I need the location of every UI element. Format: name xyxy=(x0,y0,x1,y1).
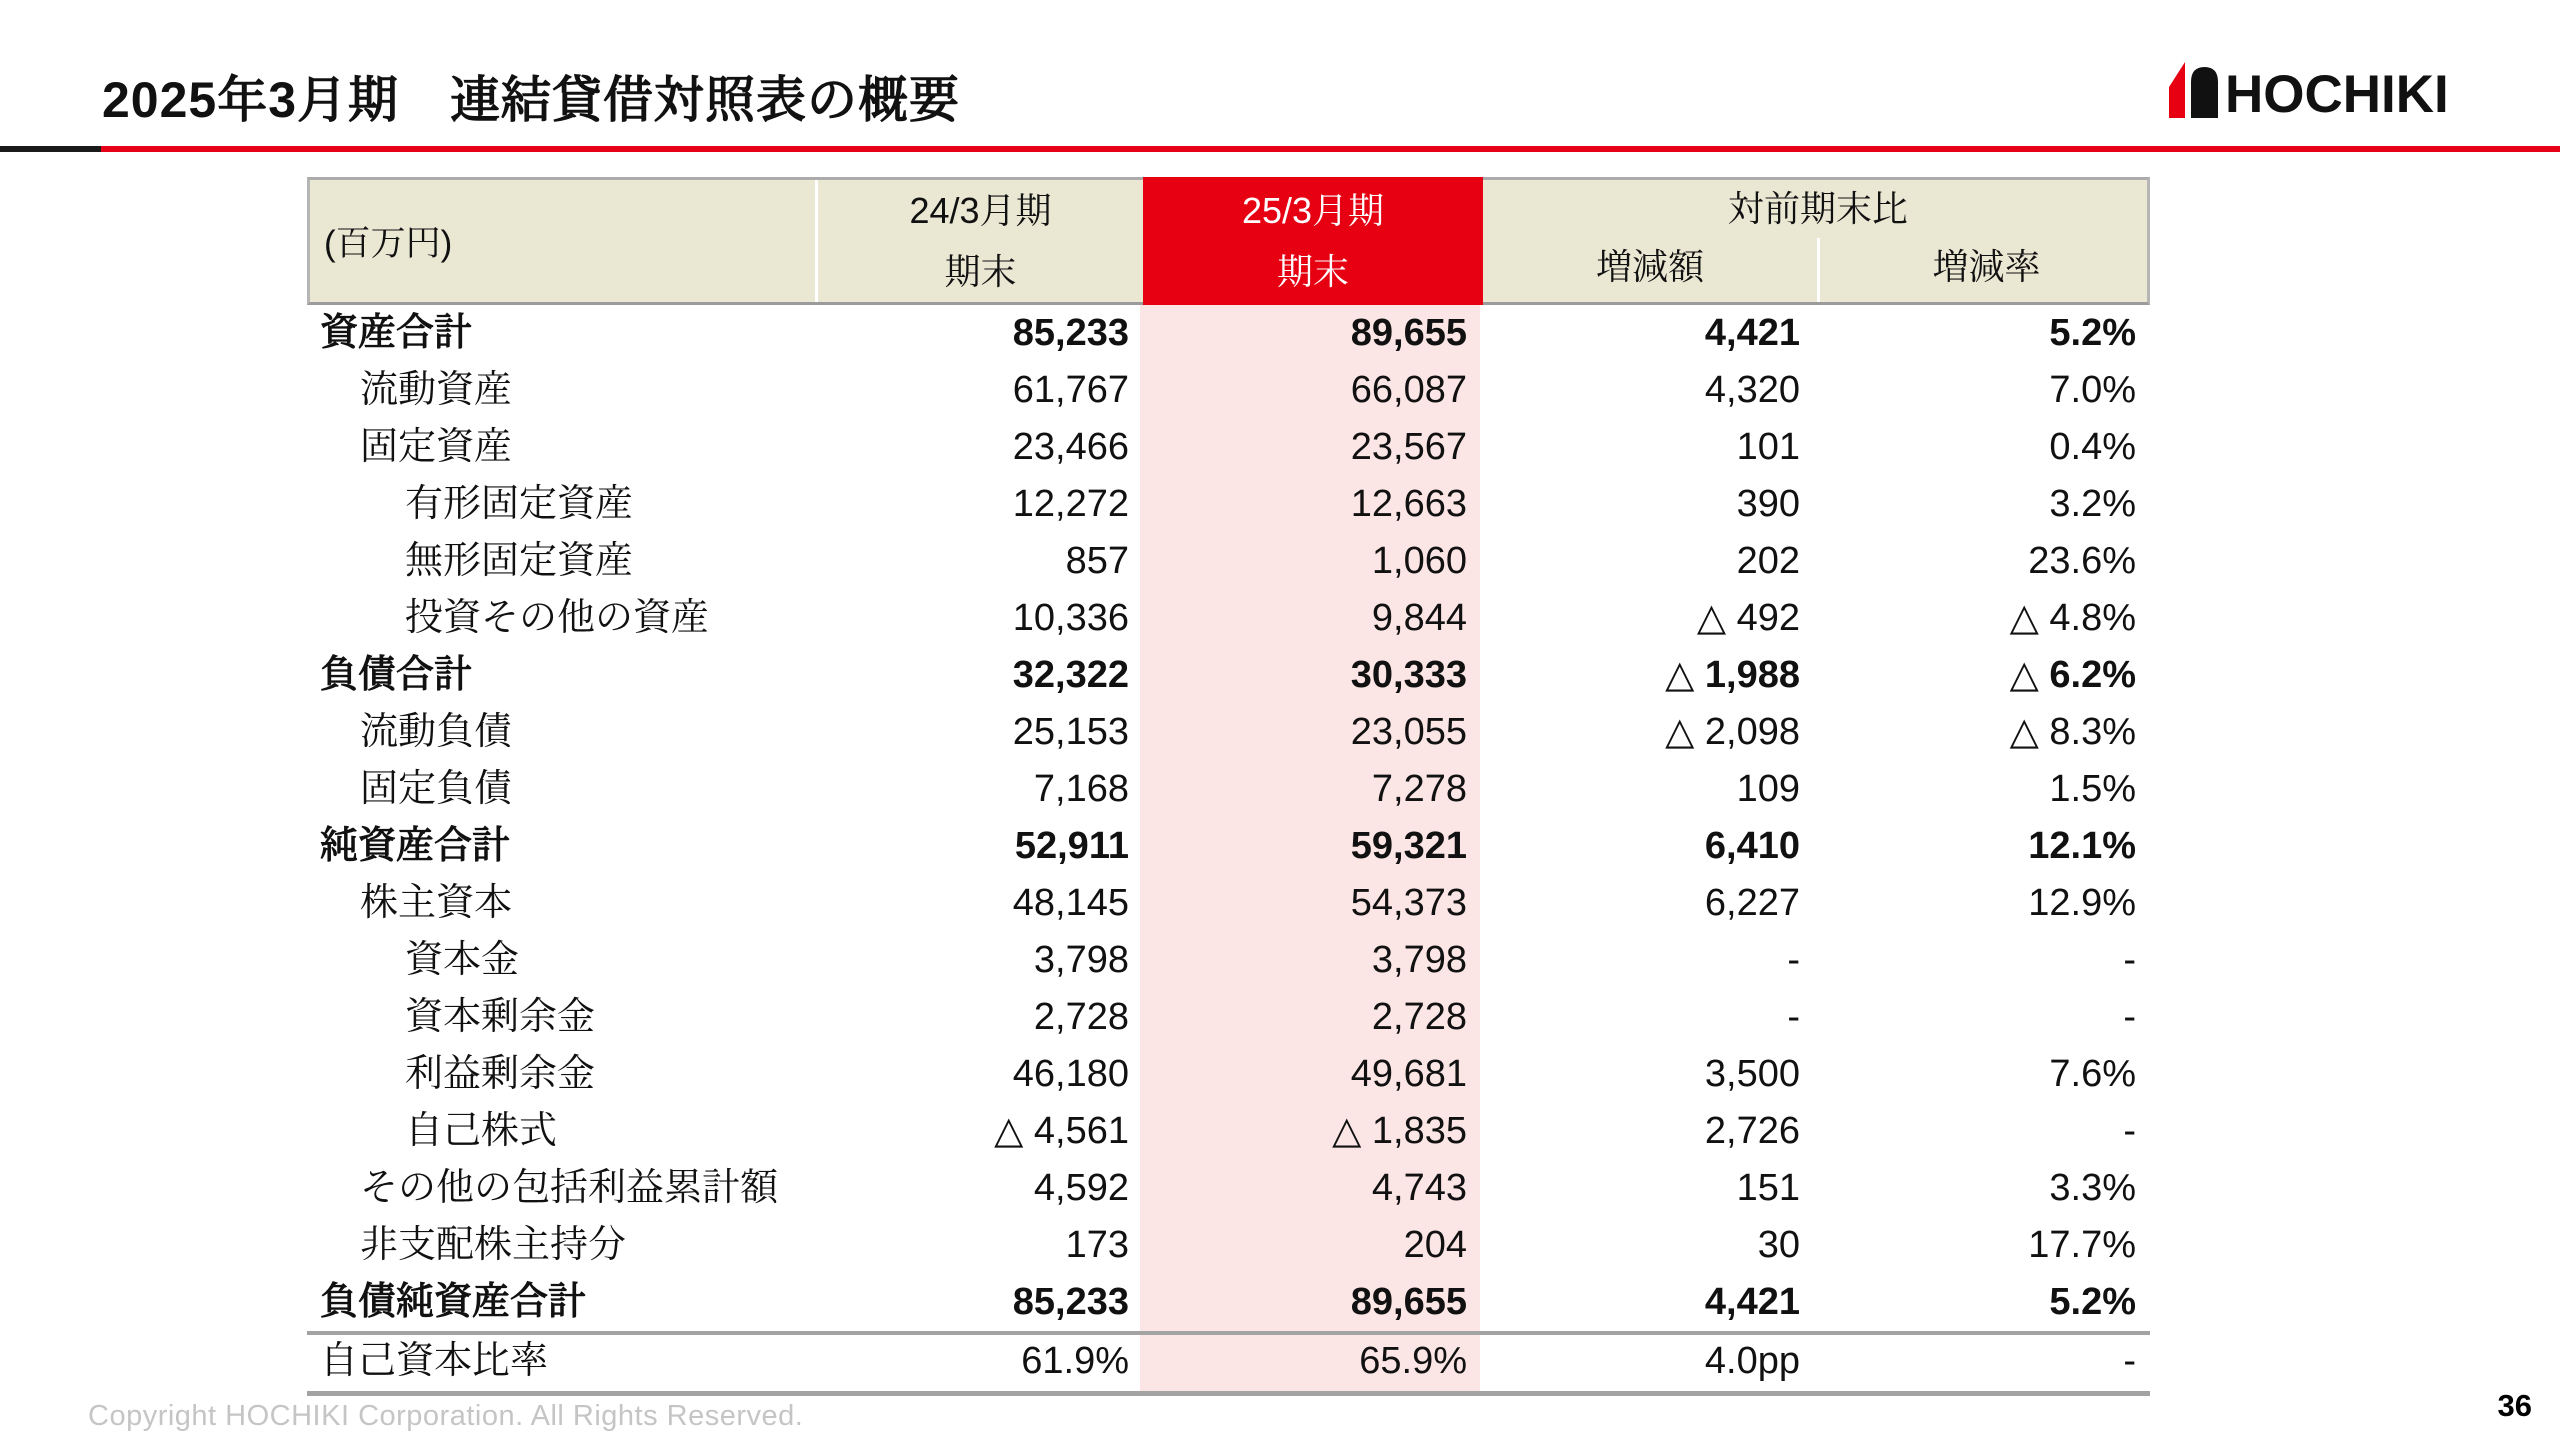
change-rate-value: 7.6% xyxy=(2049,1053,2136,1095)
row-label: 純資産合計 xyxy=(320,825,511,867)
change-rate-value: 3.3% xyxy=(2049,1167,2136,1209)
row-label: その他の包括利益累計額 xyxy=(360,1167,779,1209)
row-label: 資産合計 xyxy=(320,312,473,354)
prev-period-value: 25,153 xyxy=(1012,711,1129,753)
prev-period-value: 7,168 xyxy=(1033,768,1129,810)
curr-period-value: 30,333 xyxy=(1140,647,1480,704)
change-amount-value: 109 xyxy=(1736,768,1800,810)
row-label: 自己資本比率 xyxy=(320,1340,549,1382)
row-label: 負債純資産合計 xyxy=(320,1281,587,1323)
table-row xyxy=(307,305,2150,362)
curr-period-value: 66,087 xyxy=(1140,362,1480,419)
change-amount-value: 30 xyxy=(1757,1224,1800,1266)
change-amount-value: - xyxy=(1787,939,1800,981)
change-rate-value: 7.0% xyxy=(2049,369,2136,411)
change-rate-value: 17.7% xyxy=(2028,1224,2136,1266)
equity-ratio-row xyxy=(307,1331,2150,1396)
change-amount-value: 202 xyxy=(1736,540,1800,582)
prev-period-value: 23,466 xyxy=(1012,426,1129,468)
row-label: 資本金 xyxy=(405,939,520,981)
change-amount-header: 増減額 xyxy=(1595,246,1704,287)
curr-period-value: 12,663 xyxy=(1140,476,1480,533)
prev-period-value: 2,728 xyxy=(1033,996,1129,1038)
comparison-header xyxy=(1483,180,2153,302)
change-amount-value: △ 492 xyxy=(1696,597,1800,639)
table-row xyxy=(307,476,2150,533)
table-row xyxy=(307,1046,2150,1103)
table-row xyxy=(307,362,2150,419)
row-label: 投資その他の資産 xyxy=(405,597,710,639)
change-rate-value: - xyxy=(2123,1340,2136,1382)
change-rate-value: △ 6.2% xyxy=(2009,654,2136,696)
page-title: 2025年3月期 連結貸借対照表の概要 xyxy=(102,72,961,128)
curr-period-value: 1,060 xyxy=(1140,533,1480,590)
curr-period-value: 49,681 xyxy=(1140,1046,1480,1103)
curr-period-header-line1: 25/3月期 xyxy=(1241,190,1385,231)
change-amount-value: 3,500 xyxy=(1704,1053,1800,1095)
change-rate-value: 3.2% xyxy=(2049,483,2136,525)
prev-period-value: 52,911 xyxy=(1014,825,1129,867)
prev-period-value: 3,798 xyxy=(1033,939,1129,981)
row-label: 流動資産 xyxy=(360,369,513,411)
prev-period-value: △ 4,561 xyxy=(994,1110,1129,1152)
table-row xyxy=(307,875,2150,932)
table-body xyxy=(307,305,2150,1331)
prev-period-header xyxy=(815,180,1143,302)
change-amount-value: - xyxy=(1787,996,1800,1038)
prev-period-header-line1: 24/3月期 xyxy=(909,190,1052,231)
table-header xyxy=(307,177,2150,305)
row-label: 株主資本 xyxy=(360,882,513,924)
curr-period-value: 7,278 xyxy=(1140,761,1480,818)
prev-period-value: 46,180 xyxy=(1012,1053,1129,1095)
logo-flame-red-shape xyxy=(2169,62,2185,118)
row-label: 固定資産 xyxy=(360,426,513,468)
curr-period-header-line2: 期末 xyxy=(1276,251,1349,292)
curr-period-value: △ 1,835 xyxy=(1140,1103,1480,1160)
prev-period-value: 32,322 xyxy=(1012,654,1129,696)
curr-period-value: 23,567 xyxy=(1140,419,1480,476)
copyright-text: Copyright HOCHIKI Corporation. All Rights Reserved. xyxy=(88,1400,804,1432)
change-amount-value: 6,227 xyxy=(1704,882,1800,924)
change-amount-value: 390 xyxy=(1736,483,1800,525)
balance-sheet-table xyxy=(307,177,2150,1396)
prev-period-value: 10,336 xyxy=(1012,597,1129,639)
curr-period-value: 9,844 xyxy=(1140,590,1480,647)
table-row xyxy=(307,704,2150,761)
curr-period-value: 2,728 xyxy=(1140,989,1480,1046)
change-rate-value: 5.2% xyxy=(2049,1281,2136,1323)
table-row xyxy=(307,1103,2150,1160)
change-rate-value: △ 8.3% xyxy=(2009,711,2136,753)
hochiki-logo-icon xyxy=(2164,56,2512,120)
table-row xyxy=(307,1217,2150,1274)
row-label: 負債合計 xyxy=(320,654,473,696)
title-underline-dark-segment xyxy=(0,146,101,152)
curr-period-header xyxy=(1143,177,1483,305)
change-amount-value: 6,410 xyxy=(1704,825,1800,867)
change-amount-value: 4,421 xyxy=(1704,312,1800,354)
change-rate-value: 5.2% xyxy=(2049,312,2136,354)
table-row xyxy=(307,761,2150,818)
prev-period-value: 4,592 xyxy=(1033,1167,1129,1209)
change-rate-value: 23.6% xyxy=(2028,540,2136,582)
table-row xyxy=(307,647,2150,704)
curr-period-value: 4,743 xyxy=(1140,1160,1480,1217)
table-row xyxy=(307,932,2150,989)
row-label: 固定負債 xyxy=(360,768,513,810)
prev-period-value: 61.9% xyxy=(1021,1340,1129,1382)
table-row xyxy=(307,419,2150,476)
curr-period-value: 89,655 xyxy=(1140,305,1480,362)
unit-label: (百万円) xyxy=(324,224,453,263)
row-label: 利益剰余金 xyxy=(405,1053,596,1095)
curr-period-value: 54,373 xyxy=(1140,875,1480,932)
comparison-group-label: 対前期末比 xyxy=(1727,188,1908,229)
row-label: 流動負債 xyxy=(360,711,513,753)
row-label: 有形固定資産 xyxy=(405,483,634,525)
change-rate-value: - xyxy=(2123,939,2136,981)
change-rate-header: 増減率 xyxy=(1817,238,2153,302)
change-amount-value: 101 xyxy=(1736,426,1800,468)
title-underline-red-segment xyxy=(101,146,2560,152)
table-row xyxy=(307,1160,2150,1217)
change-rate-value: - xyxy=(2123,996,2136,1038)
change-amount-value: △ 1,988 xyxy=(1665,654,1800,696)
curr-period-value: 204 xyxy=(1140,1217,1480,1274)
change-amount-value: 4,320 xyxy=(1704,369,1800,411)
change-amount-value: 2,726 xyxy=(1704,1110,1800,1152)
change-rate-value: 1.5% xyxy=(2049,768,2136,810)
table-row xyxy=(307,590,2150,647)
curr-period-value: 59,321 xyxy=(1140,818,1480,875)
row-label: 無形固定資産 xyxy=(405,540,634,582)
hochiki-logo xyxy=(2164,56,2512,120)
logo-wordmark: HOCHIKI xyxy=(2225,65,2449,120)
change-rate-value: △ 4.8% xyxy=(2009,597,2136,639)
change-rate-value: 0.4% xyxy=(2049,426,2136,468)
prev-period-value: 12,272 xyxy=(1012,483,1129,525)
change-amount-value: 4.0pp xyxy=(1704,1340,1800,1382)
prev-period-value: 85,233 xyxy=(1012,312,1129,354)
prev-period-value: 48,145 xyxy=(1012,882,1129,924)
change-amount-value: △ 2,098 xyxy=(1665,711,1800,753)
curr-period-value: 3,798 xyxy=(1140,932,1480,989)
curr-period-value: 89,655 xyxy=(1140,1274,1480,1331)
prev-period-value: 173 xyxy=(1065,1224,1129,1266)
prev-period-value: 85,233 xyxy=(1012,1281,1129,1323)
comparison-subheaders xyxy=(1483,238,2153,302)
change-rate-value: - xyxy=(2123,1110,2136,1152)
prev-period-value: 857 xyxy=(1065,540,1129,582)
page-number: 36 xyxy=(2497,1388,2532,1423)
table-row xyxy=(307,818,2150,875)
logo-flame-black-shape xyxy=(2191,67,2218,118)
row-label: 自己株式 xyxy=(405,1110,558,1152)
change-amount-value: 151 xyxy=(1736,1167,1800,1209)
prev-period-value: 61,767 xyxy=(1012,369,1129,411)
table-row xyxy=(307,989,2150,1046)
curr-period-value: 23,055 xyxy=(1140,704,1480,761)
prev-period-header-line2: 期末 xyxy=(944,251,1017,292)
row-label: 資本剰余金 xyxy=(405,996,596,1038)
row-label: 非支配株主持分 xyxy=(360,1224,627,1266)
change-amount-value: 4,421 xyxy=(1704,1281,1800,1323)
curr-period-value: 65.9% xyxy=(1140,1335,1480,1391)
table-row xyxy=(307,533,2150,590)
table-row xyxy=(307,1274,2150,1331)
change-rate-value: 12.9% xyxy=(2028,882,2136,924)
title-underline xyxy=(0,146,2560,152)
change-rate-value: 12.1% xyxy=(2028,825,2136,867)
